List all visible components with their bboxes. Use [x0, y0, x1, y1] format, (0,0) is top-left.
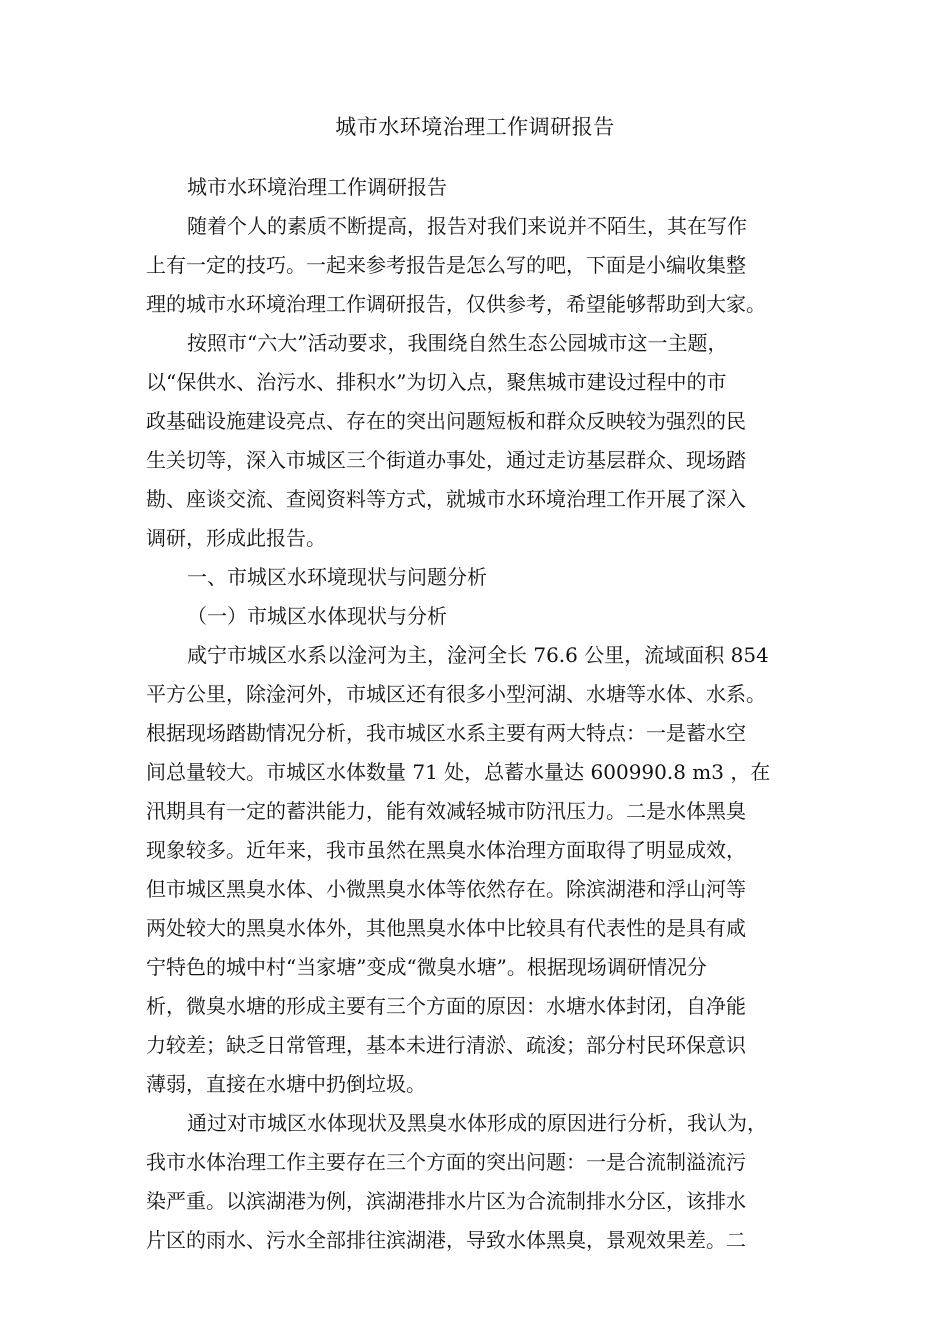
paragraph-line: 析，微臭水塘的形成主要有三个方面的原因：水塘水体封闭，自净能 — [146, 994, 746, 1018]
paragraph-line: 我市水体治理工作主要存在三个方面的突出问题：一是合流制溢流污 — [146, 1150, 746, 1174]
document-title: 城市水环境治理工作调研报告 — [335, 115, 615, 139]
paragraph-line: 以“保供水、治污水、排积水”为切入点，聚焦城市建设过程中的市 — [146, 370, 727, 394]
paragraph-line: 随着个人的素质不断提高，报告对我们来说并不陌生，其在写作 — [187, 214, 747, 238]
paragraph-line: 片区的雨水、污水全部排往滨湖港，导致水体黑臭，景观效果差。二 — [146, 1228, 746, 1252]
paragraph-line: 按照市“六大”活动要求，我围绕自然生态公园城市这一主题， — [187, 331, 728, 355]
paragraph-line: 调研，形成此报告。 — [146, 526, 326, 550]
paragraph-line: 平方公里，除淦河外，市城区还有很多小型河湖、水塘等水体、水系。 — [146, 682, 766, 706]
paragraph-line: 咸宁市城区水系以淦河为主，淦河全长 76.6 公里，流域面积 854 — [187, 643, 769, 667]
paragraph-line: 上有一定的技巧。一起来参考报告是怎么写的吧，下面是小编收集整 — [146, 253, 746, 277]
paragraph-line: 政基础设施建设亮点、存在的突出问题短板和群众反映较为强烈的民 — [146, 409, 746, 433]
paragraph-line: 但市城区黑臭水体、小微黑臭水体等依然存在。除滨湖港和浮山河等 — [146, 877, 746, 901]
paragraph-line: 城市水环境治理工作调研报告 — [187, 175, 447, 199]
paragraph-line: 现象较多。近年来，我市虽然在黑臭水体治理方面取得了明显成效， — [146, 838, 746, 862]
paragraph-line: 间总量较大。市城区水体数量 71 处，总蓄水量达 600990.8 m3 ，在 — [146, 760, 771, 784]
paragraph-line: 薄弱，直接在水塘中扔倒垃圾。 — [146, 1072, 426, 1096]
paragraph-line: 宁特色的城中村“当家塘”变成“微臭水塘”。根据现场调研情况分 — [146, 955, 707, 979]
paragraph-line: 根据现场踏勘情况分析，我市城区水系主要有两大特点：一是蓄水空 — [146, 721, 746, 745]
paragraph-line: 理的城市水环境治理工作调研报告，仅供参考，希望能够帮助到大家。 — [146, 292, 766, 316]
subsection-heading: （一）市城区水体现状与分析 — [187, 604, 447, 628]
paragraph-line: 生关切等，深入市城区三个街道办事处，通过走访基层群众、现场踏 — [146, 448, 746, 472]
paragraph-line: 通过对市城区水体现状及黑臭水体形成的原因进行分析，我认为， — [187, 1111, 767, 1135]
paragraph-line: 染严重。以滨湖港为例，滨湖港排水片区为合流制排水分区，该排水 — [146, 1189, 746, 1213]
paragraph-line: 力较差；缺乏日常管理，基本未进行清淤、疏浚；部分村民环保意识 — [146, 1033, 746, 1057]
paragraph-line: 两处较大的黑臭水体外，其他黑臭水体中比较具有代表性的是具有咸 — [146, 916, 746, 940]
paragraph-line: 汛期具有一定的蓄洪能力，能有效减轻城市防汛压力。二是水体黑臭 — [146, 799, 746, 823]
paragraph-line: 勘、座谈交流、查阅资料等方式，就城市水环境治理工作开展了深入 — [146, 487, 746, 511]
section-heading: 一、市城区水环境现状与问题分析 — [187, 565, 487, 589]
